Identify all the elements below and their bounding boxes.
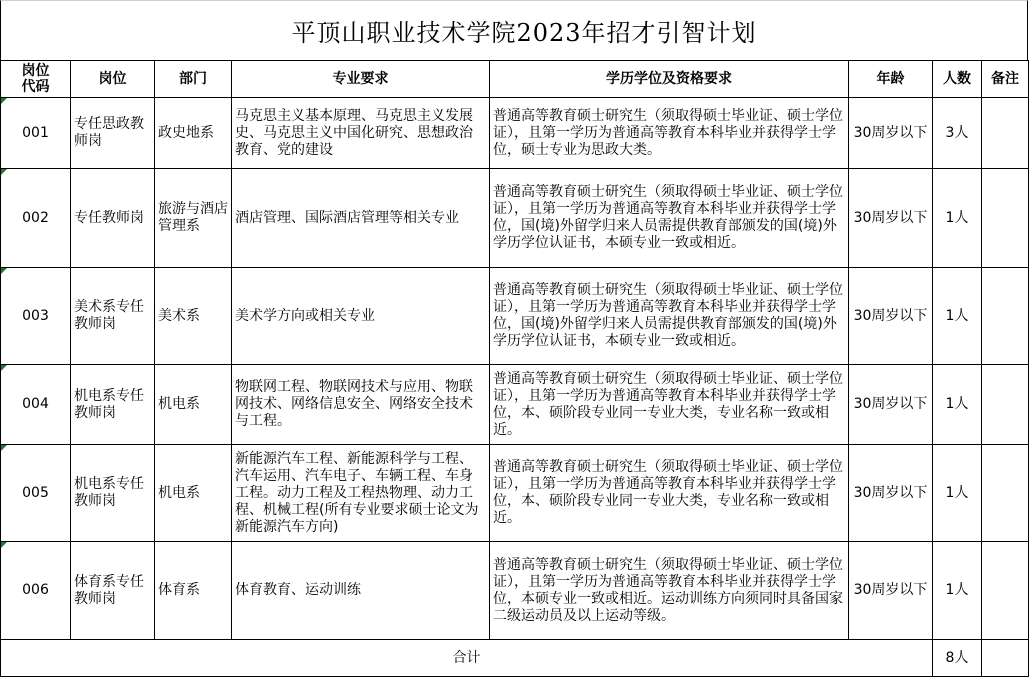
cell-position[interactable]: 机电系专任教师岗 [71,365,155,445]
cell-major[interactable]: 新能源汽车工程、新能源科学与工程、汽车运用、汽车电子、车辆工程、车身工程。动力工程及工程热物理、动力工程、机械工程(所有专业要求硕士论文为新能源汽车方向) [232,445,490,542]
cell-degree[interactable]: 普通高等教育硕士研究生（须取得硕士毕业证、硕士学位证），且第一学历为普通高等教育本科毕业并获得学士学位，国(境)外留学归来人员需提供教育部颁发的国(境)外学历学位认证书，本硕专业一致或相近。 [490,268,849,365]
sheet-title-row[interactable] [0,0,1028,60]
cell-degree[interactable]: 普通高等教育硕士研究生（须取得硕士毕业证、硕士学位证），且第一学历为普通高等教育本科毕业并获得学士学位，本、硕阶段专业同一专业大类，专业名称一致或相近。 [490,445,849,542]
cell-code[interactable] [1,98,71,169]
header-count[interactable]: 人数 [933,61,982,98]
cell-note[interactable] [982,445,1029,542]
cell-position[interactable]: 专任思政教师岗 [71,98,155,169]
cell-department[interactable]: 体育系 [155,542,232,640]
cell-total-count[interactable]: 8人 [933,640,982,677]
cell-code[interactable] [1,365,71,445]
cell-degree[interactable]: 普通高等教育硕士研究生（须取得硕士毕业证、硕士学位证），且第一学历为普通高等教育本科毕业并获得学士学位，本硕专业一致或相近。运动训练方向须同时具备国家二级运动员及以上运动等级。 [490,542,849,640]
cell-department[interactable]: 旅游与酒店管理系 [155,169,232,268]
cell-comment-marker-icon [1,445,7,451]
cell-count[interactable]: 1人 [933,268,982,365]
cell-position[interactable]: 体育系专任教师岗 [71,542,155,640]
cell-major[interactable]: 酒店管理、国际酒店管理等相关专业 [232,169,490,268]
cell-major[interactable]: 体育教育、运动训练 [232,542,490,640]
cell-code[interactable] [1,169,71,268]
table-row [1,542,1029,640]
table-row [1,445,1029,542]
header-degree[interactable]: 学历学位及资格要求 [490,61,849,98]
cell-degree[interactable]: 普通高等教育硕士研究生（须取得硕士毕业证、硕士学位证），且第一学历为普通高等教育本科毕业并获得学士学位，国(境)外留学归来人员需提供教育部颁发的国(境)外学历学位认证书，本硕专业一致或相近。 [490,169,849,268]
cell-comment-marker-icon [1,365,7,371]
code-text: 005 [22,484,49,501]
cell-age[interactable]: 30周岁以下 [849,445,933,542]
total-row [1,640,1029,677]
code-text: 003 [22,307,49,324]
cell-major[interactable]: 美术学方向或相关专业 [232,268,490,365]
cell-comment-marker-icon [1,542,7,548]
code-text: 004 [22,396,49,412]
recruitment-table [0,60,1029,677]
cell-total-label[interactable]: 合计 [1,640,933,677]
cell-code[interactable] [1,542,71,640]
sheet-title: 平顶山职业技术学院2023年招才引智计划 [291,19,757,47]
cell-code[interactable] [1,268,71,365]
cell-note[interactable] [982,542,1029,640]
cell-degree[interactable]: 普通高等教育硕士研究生（须取得硕士毕业证、硕士学位证），且第一学历为普通高等教育本科毕业并获得学士学位，本、硕阶段专业同一专业大类，专业名称一致或相近。 [490,365,849,445]
cell-note[interactable] [982,365,1029,445]
cell-age[interactable]: 30周岁以下 [849,98,933,169]
cell-comment-marker-icon [1,268,7,274]
cell-major[interactable]: 马克思主义基本原理、马克思主义发展史、马克思主义中国化研究、思想政治教育、党的建设 [232,98,490,169]
cell-count[interactable]: 1人 [933,365,982,445]
table-row [1,169,1029,268]
cell-age[interactable]: 30周岁以下 [849,268,933,365]
cell-count[interactable]: 1人 [933,445,982,542]
table-row [1,98,1029,169]
header-code[interactable]: 岗位 代码 [1,61,71,98]
cell-total-note[interactable] [982,640,1029,677]
header-major[interactable]: 专业要求 [232,61,490,98]
cell-age[interactable]: 30周岁以下 [849,365,933,445]
cell-count[interactable]: 1人 [933,169,982,268]
cell-position[interactable]: 机电系专任教师岗 [71,445,155,542]
cell-department[interactable]: 机电系 [155,445,232,542]
code-text: 001 [22,124,49,141]
code-text: 002 [22,209,49,226]
cell-degree[interactable]: 普通高等教育硕士研究生（须取得硕士毕业证、硕士学位证），且第一学历为普通高等教育本科毕业并获得学士学位，硕士专业为思政大类。 [490,98,849,169]
header-age[interactable]: 年龄 [849,61,933,98]
cell-age[interactable]: 30周岁以下 [849,542,933,640]
header-department[interactable]: 部门 [155,61,232,98]
cell-position[interactable]: 美术系专任教师岗 [71,268,155,365]
table-row [1,365,1029,445]
cell-note[interactable] [982,169,1029,268]
cell-age[interactable]: 30周岁以下 [849,169,933,268]
header-note[interactable]: 备注 [982,61,1029,98]
cell-department[interactable]: 机电系 [155,365,232,445]
cell-department[interactable]: 美术系 [155,268,232,365]
code-text: 006 [22,582,49,598]
cell-count[interactable]: 3人 [933,98,982,169]
cell-major[interactable]: 物联网工程、物联网技术与应用、物联网技术、网络信息安全、网络安全技术与工程。 [232,365,490,445]
cell-department[interactable]: 政史地系 [155,98,232,169]
cell-code[interactable] [1,445,71,542]
table-row [1,268,1029,365]
cell-comment-marker-icon [1,98,7,104]
header-row [1,61,1029,98]
cell-comment-marker-icon [1,169,7,175]
cell-count[interactable]: 1人 [933,542,982,640]
cell-note[interactable] [982,268,1029,365]
header-position[interactable]: 岗位 [71,61,155,98]
cell-note[interactable] [982,98,1029,169]
cell-position[interactable]: 专任教师岗 [71,169,155,268]
